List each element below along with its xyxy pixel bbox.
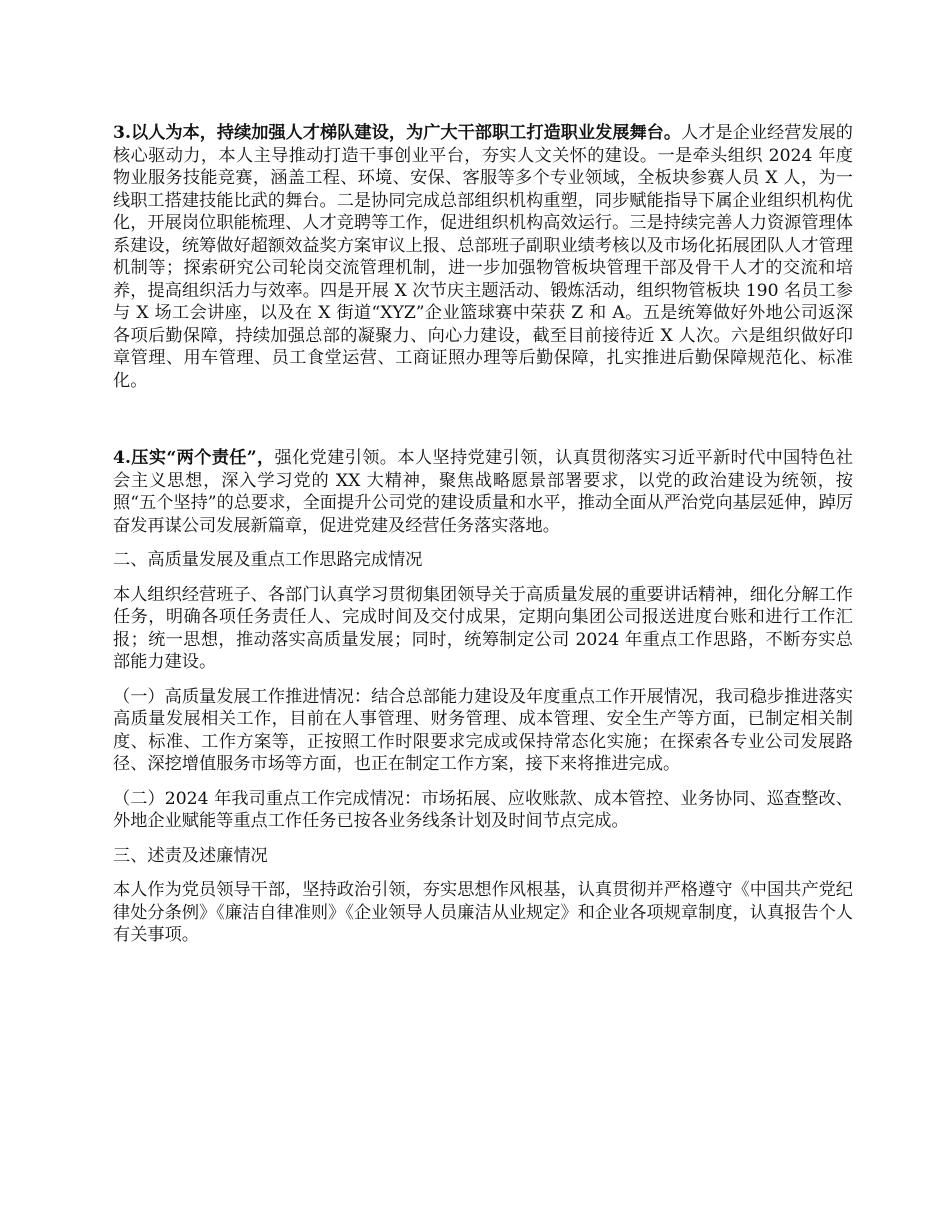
section-2-intro: 本人组织经营班子、各部门认真学习贯彻集团领导关于高质量发展的重要讲话精神，细化分解工作任务，明确各项任务责任人、完成时间及交付成果，定期向集团公司报送进度台账和进行工作汇报；统一思想，推动落实高质量发展；同时，统筹制定公司 2024 年重点工作思路，不断夯实总部能力建设。 <box>113 584 853 672</box>
item-3-body: 人才是企业经营发展的核心驱动力，本人主导推动打造干事创业平台，夯实人文关怀的建设。一是牵头组织 2024 年度物业服务技能竞赛，涵盖工程、环境、安保、客服等多个专业领域，全板块参赛人员 X 人，为一线职工搭建技能比武的舞台。二是协同完成总部组织机构重塑，同步赋能指导下属企业组织机构优化，开展岗位职能梳理、人才竞聘等工作，促进组织机构高效运行。三是持续完善人力资源管理体系建设，统筹做好超额效益奖方案审议上报、总部班子副职业绩考核以及市场化拓展团队人才管理机制等；探索研究公司轮岗交流管理机制，进一步加强物管板块管理干部及骨干人才的交流和培养，提高组织活力与效率。四是开展 X 次节庆主题活动、锻炼活动，组织物管板块 190 名员工参与 X 场工会讲座，以及在 X 街道“XYZ”企业篮球赛中荣获 Z 和 A。五是统筹做好外地公司返深各项后勤保障，持续加强总部的凝聚力、向心力建设，截至目前接待近 X 人次。六是组织做好印章管理、用车管理、员工食堂运营、工商证照办理等后勤保障，扎实推进后勤保障规范化、标准化。 <box>113 123 853 391</box>
section-3-body: 本人作为党员领导干部，坚持政治引领，夯实思想作风根基，认真贯彻并严格遵守《中国共产党纪律处分条例》《廉洁自律准则》《企业领导人员廉洁从业规定》和企业各项规章制度，认真报告个人有关事项。 <box>113 880 853 945</box>
item-4-body: 强化党建引领。本人坚持党建引领，认真贯彻落实习近平新时代中国特色社会主义思想，深入学习党的 XX 大精神，聚焦战略愿景部署要求，以党的政治建设为统领，按照“五个坚持”的总要求，全面提升公司党的建设质量和水平，推动全面从严治党向基层延伸，踔厉奋发再谋公司发展新篇章，促进党建及经营任务落实落地。 <box>113 448 853 536</box>
section-3-heading: 三、述责及述廉情况 <box>113 845 268 866</box>
item-4-lead: 4.压实“两个责任”， <box>113 448 275 468</box>
section-2-heading: 二、高质量发展及重点工作思路完成情况 <box>113 550 423 570</box>
document-page <box>113 122 853 947</box>
paragraph-item-4 <box>113 447 853 537</box>
section-2-subsection-1: （一）高质量发展工作推进情况：结合总部能力建设及年度重点工作开展情况，我司稳步推进落实高质量发展相关工作，目前在人事管理、财务管理、成本管理、安全生产等方面，已制定相关制度、标准、工作方案等，正按照工作时限要求完成或保持常态化实施；在探索各专业公司发展路径、深挖增值服务市场等方面，也正在制定工作方案，接下来将推进完成。 <box>113 686 853 774</box>
item-3-lead: 3.以人为本，持续加强人才梯队建设，为广大干部职工打造职业发展舞台。 <box>113 123 682 143</box>
section-2-subsection-2: （二）2024 年我司重点工作完成情况：市场拓展、应收账款、成本管控、业务协同、巡查整改、外地企业赋能等重点工作任务已按各业务线条计划及时间节点完成。 <box>113 788 853 831</box>
paragraph-item-3 <box>113 122 853 392</box>
